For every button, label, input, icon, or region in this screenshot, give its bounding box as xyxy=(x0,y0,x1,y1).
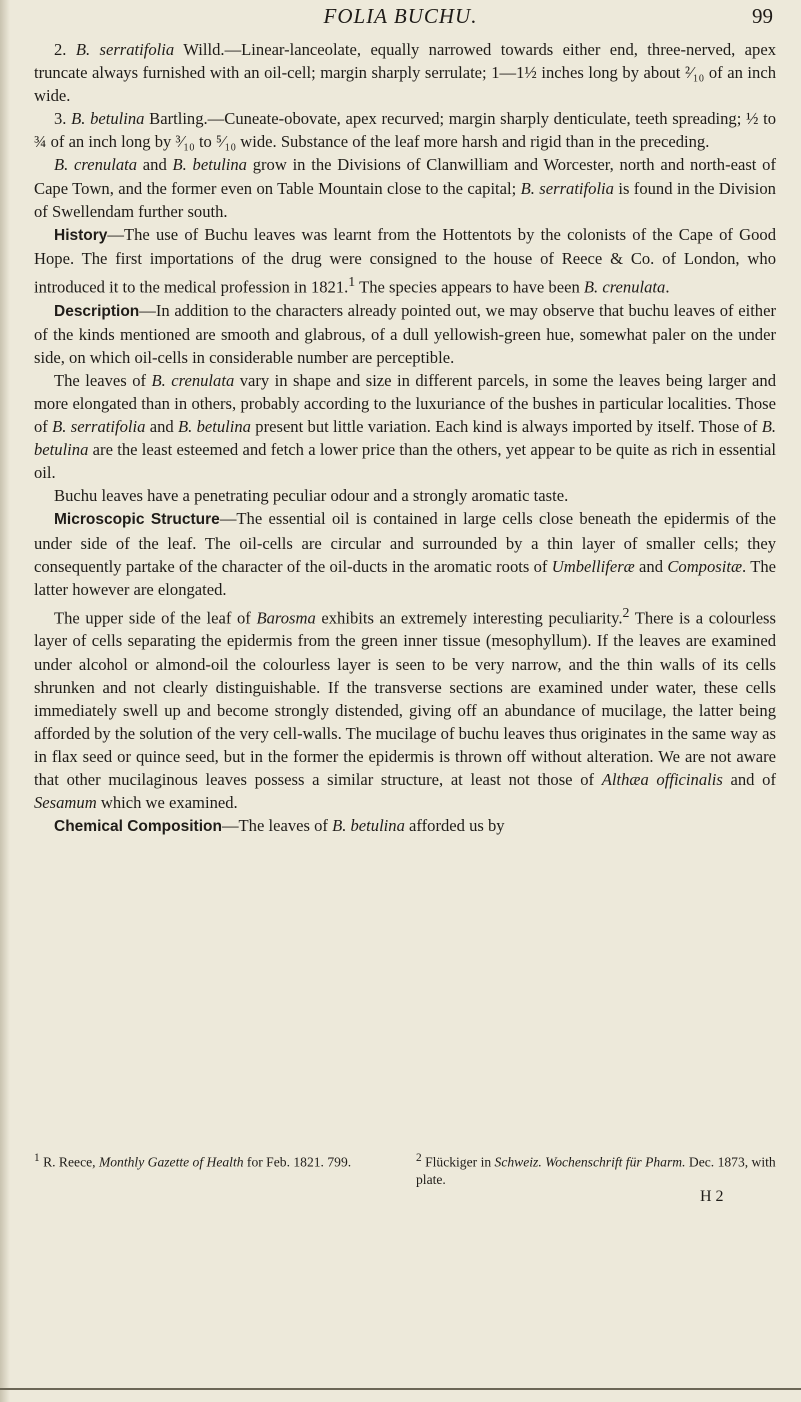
text-run: The leaves of xyxy=(54,370,152,390)
italic-text: Althæa officinalis xyxy=(601,769,723,789)
bottom-rule xyxy=(0,1388,801,1390)
italic-text: B. crenulata xyxy=(583,277,666,297)
paragraph xyxy=(34,299,776,369)
footnote xyxy=(34,1150,394,1188)
text-run: 3. xyxy=(54,109,72,129)
text-run: present but little variation. Each kind is always imported by itself. Those of xyxy=(250,417,762,437)
section-heading: History xyxy=(54,226,108,244)
page-gutter-shadow xyxy=(0,0,10,1402)
section-heading: Description xyxy=(54,302,140,320)
italic-text: B. betulina xyxy=(71,109,145,129)
text-run: and xyxy=(145,417,178,437)
text-run: . xyxy=(665,277,670,297)
signature-mark: H 2 xyxy=(700,1188,724,1205)
footnote-ref: 2 xyxy=(416,1152,422,1164)
italic-text: Compositæ xyxy=(667,556,743,576)
footnotes xyxy=(34,1150,776,1188)
text-run: is found in the Division of Swellendam further south. xyxy=(34,178,776,221)
italic-text: B. betulina xyxy=(34,417,776,460)
text-run: for Feb. 1821. 799. xyxy=(243,1154,352,1170)
footnote-ref: 1 xyxy=(34,1152,40,1164)
text-run: Buchu leaves have a penetrating peculiar odour and a strongly aromatic taste. xyxy=(54,486,569,506)
text-run: exhibits an extremely interesting peculiarity. xyxy=(315,608,623,628)
text-run: Bartling.—Cuneate-obovate, apex recurved; margin sharply denticulate, teeth spreading; ½ to ¾ of an inch long by ³⁄₁₀ to ⁵⁄₁₀ wide. Substance of the leaf more harsh and rigid than in the preceding. xyxy=(34,109,777,152)
text-run: and xyxy=(137,155,173,175)
body-text xyxy=(34,38,776,838)
text-run: are the least esteemed and fetch a lower price than the others, yet appear to be quite as rich in essential oil. xyxy=(34,440,776,483)
paragraph xyxy=(34,223,776,299)
italic-text: B. serratifolia xyxy=(52,417,146,437)
paragraph xyxy=(34,601,776,814)
text-run: 2. xyxy=(54,40,76,59)
text-run: . The latter however are elongated. xyxy=(34,556,776,599)
text-run: Willd.—Linear-lanceolate, equally narrowed towards either end, three-nerved, apex truncate always furnished with an oil-cell; margin sharply serrulate; 1—1½ inches long by about ²⁄₁₀ of an inch wide. xyxy=(34,40,776,106)
italic-text: B. serratifolia xyxy=(520,178,614,198)
footnote xyxy=(416,1150,776,1188)
text-run: R. Reece, xyxy=(39,1154,99,1170)
text-run: There is a colourless layer of cells separating the epidermis from the green inner tissue (mesophyllum). If the leaves are examined under alcohol or almond-oil the colourless layer is seen to be very narrow, and the thin walls of its cells shrunken and not clearly distinguishable. If the transverse sections are examined under water, these cells immediately swell up and become strongly distended, giving off an abundance of mucilage, the latter being afforded by the solution of the very cell-walls. The mucilage of buchu leaves thus originates in the same way as in flax seed or quince seed, but in the former the epidermis is thrown off without alteration. We are not aware that other mucilaginous leaves possess a similar structure, at least not those of xyxy=(34,608,776,789)
italic-text: B. crenulata xyxy=(151,370,235,390)
text-run: and xyxy=(634,556,668,576)
running-title: FOLIA BUCHU. xyxy=(323,4,478,28)
text-run: and of xyxy=(722,769,776,789)
italic-text: B. crenulata xyxy=(54,155,138,175)
paragraph xyxy=(34,507,776,600)
italic-text: Monthly Gazette of Health xyxy=(98,1154,244,1170)
footnote-ref: 2 xyxy=(622,604,630,620)
text-run: —In addition to the characters already pointed out, we may observe that buchu leaves of either of the kinds mentioned are smooth and glabrous, of a dull yellowish-green hue, somewhat paler on the under side, on which oil-cells in considerable number are perceptible. xyxy=(34,300,776,367)
page-header xyxy=(0,4,801,38)
italic-text: B. betulina xyxy=(178,417,251,437)
italic-text: B. serratifolia xyxy=(75,40,175,59)
text-run: —The leaves of xyxy=(221,816,333,836)
italic-text: Umbelliferæ xyxy=(551,556,635,576)
text-run: grow in the Divisions of Clanwilliam and Worcester, north and north-east of Cape Town, and the former even on Table Mountain close to the capital; xyxy=(34,155,776,198)
paragraph xyxy=(34,38,776,107)
paragraph xyxy=(34,484,776,507)
paragraph xyxy=(34,814,776,838)
text-run: The upper side of the leaf of xyxy=(54,608,257,628)
text-run: The species appears to have been xyxy=(355,277,584,297)
text-run: afforded us by xyxy=(404,816,505,836)
text-run: Dec. 1873, with plate. xyxy=(416,1154,776,1187)
section-heading: Chemical Composition xyxy=(54,818,222,836)
italic-text: Sesamum xyxy=(34,793,97,813)
paragraph xyxy=(34,369,776,484)
text-run: vary in shape and size in different parcels, in some the leaves being larger and more elongated than in others, probably according to the luxuriance of the bushes in particular localities. Those of xyxy=(34,370,776,437)
text-run: which we examined. xyxy=(96,793,238,813)
page-number: 99 xyxy=(752,4,773,28)
italic-text: Schweiz. Wochenschrift für Pharm. xyxy=(494,1154,686,1170)
section-heading: Microscopic Structure xyxy=(54,511,220,529)
paragraph xyxy=(34,153,776,222)
text-run: Flückiger in xyxy=(421,1154,495,1170)
text-run: —The essential oil is contained in large cells close beneath the epidermis of the under side of the leaf. The oil-cells are circular and surrounded by a thin layer of smaller cells; they consequently partake of the character of the oil-ducts in the aromatic roots of xyxy=(34,509,776,576)
footnote-ref: 1 xyxy=(348,273,356,289)
italic-text: B. betulina xyxy=(172,155,247,175)
italic-text: B. betulina xyxy=(332,816,405,836)
paragraph xyxy=(34,107,776,153)
text-run: —The use of Buchu leaves was learnt from the Hottentots by the colonists of the Cape of Good Hope. The first importations of the drug were consigned to the house of Reece & Co. of London, who introduced it to the medical profession in 1821. xyxy=(34,224,776,297)
italic-text: Barosma xyxy=(256,608,316,628)
